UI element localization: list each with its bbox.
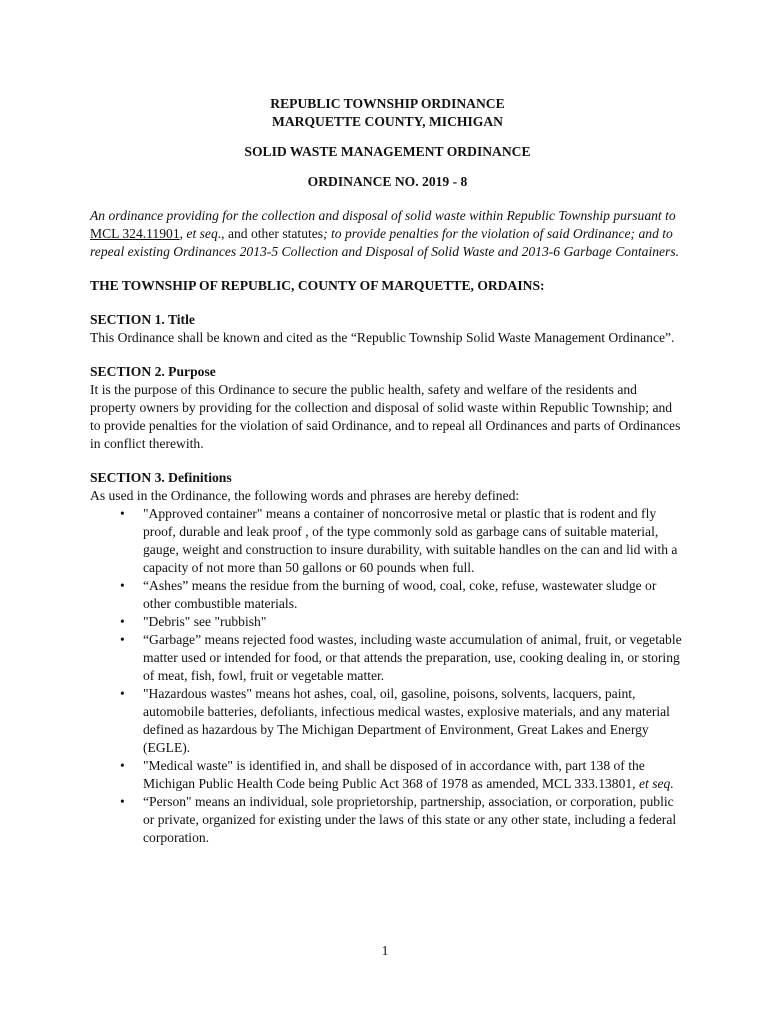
definition-item <box>90 577 685 613</box>
bullet-icon: • <box>120 794 125 809</box>
preamble <box>90 207 685 261</box>
preamble-part2: , <box>179 226 187 241</box>
section-2-heading: SECTION 2. Purpose <box>90 364 216 379</box>
header-subtitle: SOLID WASTE MANAGEMENT ORDINANCE <box>244 144 531 159</box>
document-header <box>90 95 685 191</box>
document-page <box>90 95 685 847</box>
definition-text: "Approved container" means a container of noncorrosive metal or plastic that is rodent and fly proof, durable and leak proof , of the type commonly sold as garbage cans of suitable material, gauge, weight and construction to insure durability, with suitable handles on the can and lid with a capacity of not more than 50 gallons or 60 pounds when full. <box>143 506 678 575</box>
definition-text: “Person" means an individual, sole proprietorship, partnership, association, or corporation, public or private, organized for existing under the laws of this state or any other state, including a federal corporation. <box>143 794 677 845</box>
definition-text: “Garbage” means rejected food wastes, including waste accumulation of animal, fruit, or vegetable matter used or intended for food, or that attends the preparation, use, cooking dealing in, or storing of meat, fish, fowl, fruit or vegetable matter. <box>143 632 682 683</box>
definitions-list <box>90 505 685 847</box>
definition-text: "Hazardous wastes" means hot ashes, coal, oil, gasoline, poisons, solvents, lacquers, paint, automobile batteries, defoliants, infectious medical wastes, explosive materials, and any material defined as hazardous by The Michigan Department of Environment, Great Lakes and Energy (EGLE). <box>143 686 670 755</box>
definition-item <box>90 613 685 631</box>
definition-text: "Debris" see "rubbish" <box>143 614 267 629</box>
bullet-icon: • <box>120 686 125 701</box>
header-title-line2: MARQUETTE COUNTY, MICHIGAN <box>272 114 503 129</box>
header-title-line1: REPUBLIC TOWNSHIP ORDINANCE <box>270 96 505 111</box>
definition-item <box>90 505 685 577</box>
definition-item <box>90 685 685 757</box>
preamble-part1: An ordinance providing for the collection and disposal of solid waste within Republic Township pursuant to <box>90 208 676 223</box>
bullet-icon: • <box>120 506 125 521</box>
mcl-link[interactable]: MCL 324.11901 <box>90 226 180 241</box>
section-2-text: It is the purpose of this Ordinance to secure the public health, safety and welfare of the residents and property owners by providing for the collection and disposal of solid waste within Republic Township; and to provide penalties for the violation of said Ordinance, and to repeal all Ordinances and parts of Ordinances in conflict therewith. <box>90 382 681 451</box>
bullet-icon: • <box>120 758 125 773</box>
definition-text: "Medical waste" is identified in, and shall be disposed of in accordance with, part 138 of the Michigan Public Health Code being Public Act 368 of 1978 as amended, MCL 333.13801, <box>143 758 645 791</box>
preamble-part3: ., and other statutes <box>217 226 324 241</box>
section-3 <box>90 469 685 847</box>
section-1-text: This Ordinance shall be known and cited as the “Republic Township Solid Waste Management Ordinance”. <box>90 330 675 345</box>
definition-text: “Ashes” means the residue from the burning of wood, coal, coke, refuse, wastewater sludge or other combustible materials. <box>143 578 657 611</box>
page-number: 1 <box>381 943 389 958</box>
section-3-text: As used in the Ordinance, the following words and phrases are hereby defined: <box>90 488 520 503</box>
bullet-icon: • <box>120 632 125 647</box>
definition-item <box>90 793 685 847</box>
preamble-part4: ; to provide penalties for the violation of said Ordinance; and to repeal existing Ordinances 2013-5 Collection and Disposal of Solid Waste and 2013-6 Garbage Containers <box>90 226 676 259</box>
preamble-etseq: et seq <box>186 226 218 241</box>
section-3-heading: SECTION 3. Definitions <box>90 470 232 485</box>
bullet-icon: • <box>120 614 125 629</box>
definition-italic-tail: et seq. <box>638 776 674 791</box>
section-1 <box>90 311 685 347</box>
section-1-heading: SECTION 1. Title <box>90 312 195 327</box>
bullet-icon: • <box>120 578 125 593</box>
definition-item <box>90 631 685 685</box>
section-2 <box>90 363 685 453</box>
ordains-statement: THE TOWNSHIP OF REPUBLIC, COUNTY OF MARQUETTE, ORDAINS: <box>90 278 545 293</box>
definition-item <box>90 757 685 793</box>
ordinance-number: ORDINANCE NO. 2019 - 8 <box>307 174 468 189</box>
preamble-part5: . <box>675 244 680 259</box>
